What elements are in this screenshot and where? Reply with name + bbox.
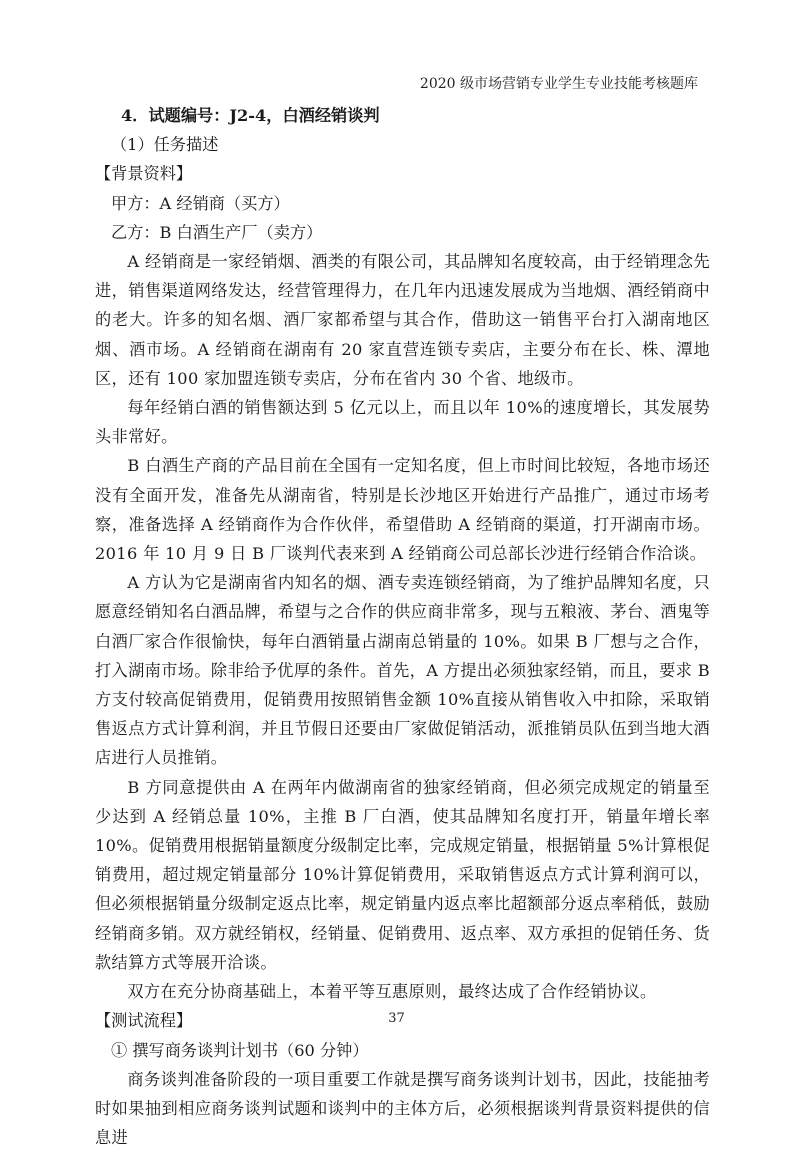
background-heading: 【背景资料】	[95, 164, 193, 184]
party-b-line: 乙方：B 白酒生产厂（卖方）	[111, 222, 323, 242]
process-heading: 【测试流程】	[95, 1011, 193, 1031]
page-number: 37	[388, 1011, 405, 1026]
paragraph: B 白酒生产商的产品目前在全国有一定知名度，但上市时间比较短，各地市场还没有全面开发，准备先从湖南省，特别是长沙地区开始进行产品推广，通过市场考察，准备选择 A 经销商作为合作伙伴，希望借助 A 经销商的渠道，打开湖南市场。2016 年 10 月 9 日 B 厂谈判代表来到 A 经销商公司总部长沙进行经销合作洽谈。	[95, 456, 710, 564]
section-title: 4．试题编号：J2-4，白酒经销谈判	[121, 106, 380, 125]
step-1-heading: ① 撰写商务谈判计划书（60 分钟）	[111, 1040, 369, 1060]
paragraph: B 方同意提供由 A 在两年内做湖南省的独家经销商，但必须完成规定的销量至少达到 A 经销总量 10%，主推 B 厂白酒，使其品牌知名度打开，销量年增长率 10%。促销费用根据销量额度分级制定比率，完成规定销量，根据销量 5%计算根促销费用，超过规定销量部分 10%计算促销费用，采取销售返点方式计算利润可以，但必须根据销量分级制定返点比率，规定销量内返点率比超额部分返点率稍低，鼓励经销商多销。双方就经销权，经销量、促销费用、返点率、双方承担的促销任务、货款结算方式等展开洽谈。	[95, 777, 710, 972]
closing-paragraph: 商务谈判准备阶段的一项目重要工作就是撰写商务谈判计划书，因此，技能抽考时如果抽到相应商务谈判试题和谈判中的主体方后，必须根据谈判背景资料提供的信息进	[95, 1069, 710, 1148]
document-body	[95, 101, 710, 1152]
paragraph: A 经销商是一家经销烟、酒类的有限公司，其品牌知名度较高，由于经销理念先进，销售渠道网络发达，经营管理得力，在几年内迅速发展成为当地烟、酒经销商中的老大。许多的知名烟、酒厂家都希望与其合作，借助这一销售平台打入湖南地区烟、酒市场。A 经销商在湖南有 20 家直营连锁专卖店，主要分布在长、株、潭地区，还有 100 家加盟连锁专卖店，分布在省内 30 个省、地级市。	[95, 252, 710, 388]
paragraph: 每年经销白酒的销售额达到 5 亿元以上，而且以年 10%的速度增长，其发展势头非常好。	[95, 398, 710, 447]
paragraph: 双方在充分协商基础上，本着平等互惠原则，最终达成了合作经销协议。	[127, 982, 657, 1002]
party-a-line: 甲方：A 经销商（买方）	[111, 193, 290, 213]
paragraph: A 方认为它是湖南省内知名的烟、酒专卖连锁经销商，为了维护品牌知名度，只愿意经销知名白酒品牌，希望与之合作的供应商非常多，现与五粮液、茅台、酒鬼等白酒厂家合作很愉快，每年白酒销量占湖南总销量的 10%。如果 B 厂想与之合作，打入湖南市场。除非给予优厚的条件。首先，A 方提出必须独家经销，而且，要求 B 方支付较高促销费用，促销费用按照销售金额 10%直接从销售收入中扣除，采取销售返点方式计算利润，并且节假日还要由厂家做促销活动，派推销员队伍到当地大酒店进行人员推销。	[95, 573, 710, 768]
running-header: 2020 级市场营销专业学生专业技能考核题库	[419, 76, 698, 92]
task-heading: （1）任务描述	[111, 135, 219, 155]
